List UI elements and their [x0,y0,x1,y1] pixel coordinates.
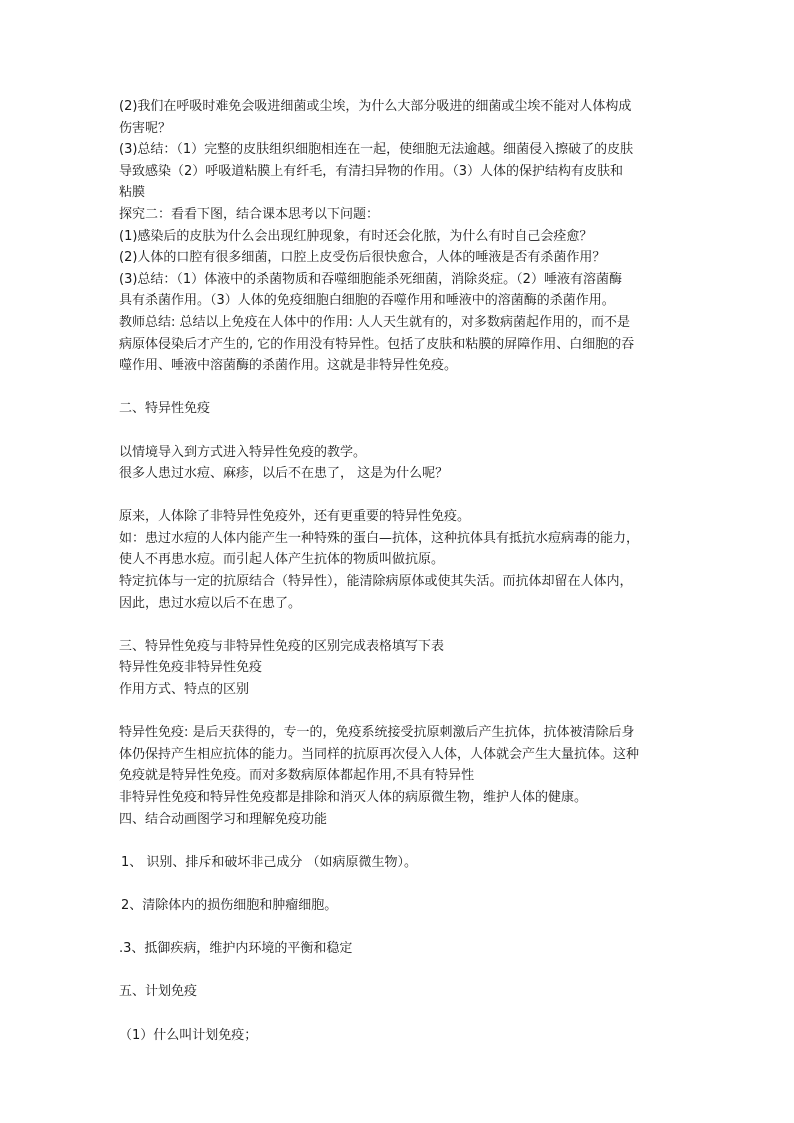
text-line: 特异性免疫: 是后天获得的，专一的，免疫系统接受抗原刺激后产生抗体，抗体被清除后身 [119,725,635,741]
text-line: 导致感染（2）呼吸道粘膜上有纤毛，有清扫异物的作用。（3）人体的保护结构有皮肤和 [119,163,624,179]
text-line: 特异性免疫非特异性免疫 [119,660,263,676]
blank-line [119,701,689,723]
text-line: 很多人患过水痘、麻疹，以后不在患了， 这是为什么呢？ [119,466,449,482]
blank-line [119,377,689,399]
text-line: 教师总结: 总结以上免疫在人体中的作用: 人人天生就有的，对多数病菌起作用的，而不是 [119,314,631,330]
blank-line [119,485,689,507]
section-heading-3: 三、特异性免疫与非特异性免疫的区别完成表格填写下表 [119,638,445,654]
text-line: 伤害呢？ [119,120,172,136]
text-line: 特定抗体与一定的抗原结合（特异性），能清除病原体或使其失活。而抗体却留在人体内， [119,574,633,590]
text-line: 作用方式、特点的区别 [119,682,250,698]
blank-line [119,614,689,636]
list-item-3: .3、抵御疾病，维护内环境的平衡和稳定 [119,941,353,957]
text-line: 体仍保持产生相应抗体的能力。当同样的抗原再次侵入人体，人体就会产生大量抗体。这种 [119,746,640,762]
question-line: （1）什么叫计划免疫； [119,1027,258,1043]
blank-line [119,1003,689,1025]
text-line: 免疫就是特异性免疫。而对多数病原体都起作用,不具有特异性 [119,768,475,784]
text-line: 如：患过水痘的人体内能产生一种特殊的蛋白—抗体，这种抗体具有抵抗水痘病毒的能力， [119,530,640,546]
section-heading-explore-2: 探究二：看看下图，结合课本思考以下问题： [119,206,380,222]
text-line: (2)人体的口腔有很多细菌，口腔上皮受伤后很快愈合，人体的唾液是否有杀菌作用？ [119,250,606,266]
text-line: 病原体侵染后才产生的, 它的作用没有特异性。包括了皮肤和粘膜的屏障作用、白细胞的吞 [119,336,635,352]
blank-line [119,960,689,982]
text-line: (3)总结：（1）体液中的杀菌物质和吞噬细胞能杀死细菌，消除炎症。（2）唾液有溶菌酶 [119,271,622,287]
text-line: (2)我们在呼吸时难免会吸进细菌或尘埃，为什么大部分吸进的细菌或尘埃不能对人体构成 [119,99,632,114]
document-page [119,96,689,1046]
section-heading-2: 二、特异性免疫 [119,401,211,417]
section-heading-4: 四、结合动画图学习和理解免疫功能 [119,811,328,827]
text-line: 粘膜 [119,185,146,201]
text-line: (1)感染后的皮肤为什么会出现红肿现象，有时还会化脓，为什么有时自己会痊愈？ [119,228,593,244]
blank-line [119,830,689,852]
text-line: 具有杀菌作用。（3）人体的免疫细胞白细胞的吞噬作用和唾液中的溶菌酶的杀菌作用。 [119,293,615,309]
list-item-1: 1、 识别、排斥和破坏非己成分 （如病原微生物）。 [121,854,418,870]
text-line: 因此，患过水痘以后不在患了。 [119,595,302,611]
text-line: (3)总结：（1）完整的皮肤组织细胞相连在一起，使细胞无法逾越。细菌侵入擦破了的皮肤 [119,142,634,158]
text-line: 原来，人体除了非特异性免疫外，还有更重要的特异性免疫。 [119,509,471,525]
text-line: 噬作用、唾液中溶菌酶的杀菌作用。这就是非特异性免疫。 [119,358,458,374]
section-heading-5: 五、计划免疫 [119,984,198,1000]
text-line: 使人不再患水痘。而引起人体产生抗体的物质叫做抗原。 [119,552,445,568]
blank-line [119,917,689,939]
list-item-2: 2、清除体内的损伤细胞和肿瘤细胞。 [121,897,338,913]
text-line: 非特异性免疫和特异性免疫都是排除和消灭人体的病原微生物，维护人体的健康。 [119,790,588,805]
text-line: 以情境导入到方式进入特异性免疫的教学。 [119,444,367,460]
blank-line [119,873,689,895]
blank-line [119,420,689,442]
